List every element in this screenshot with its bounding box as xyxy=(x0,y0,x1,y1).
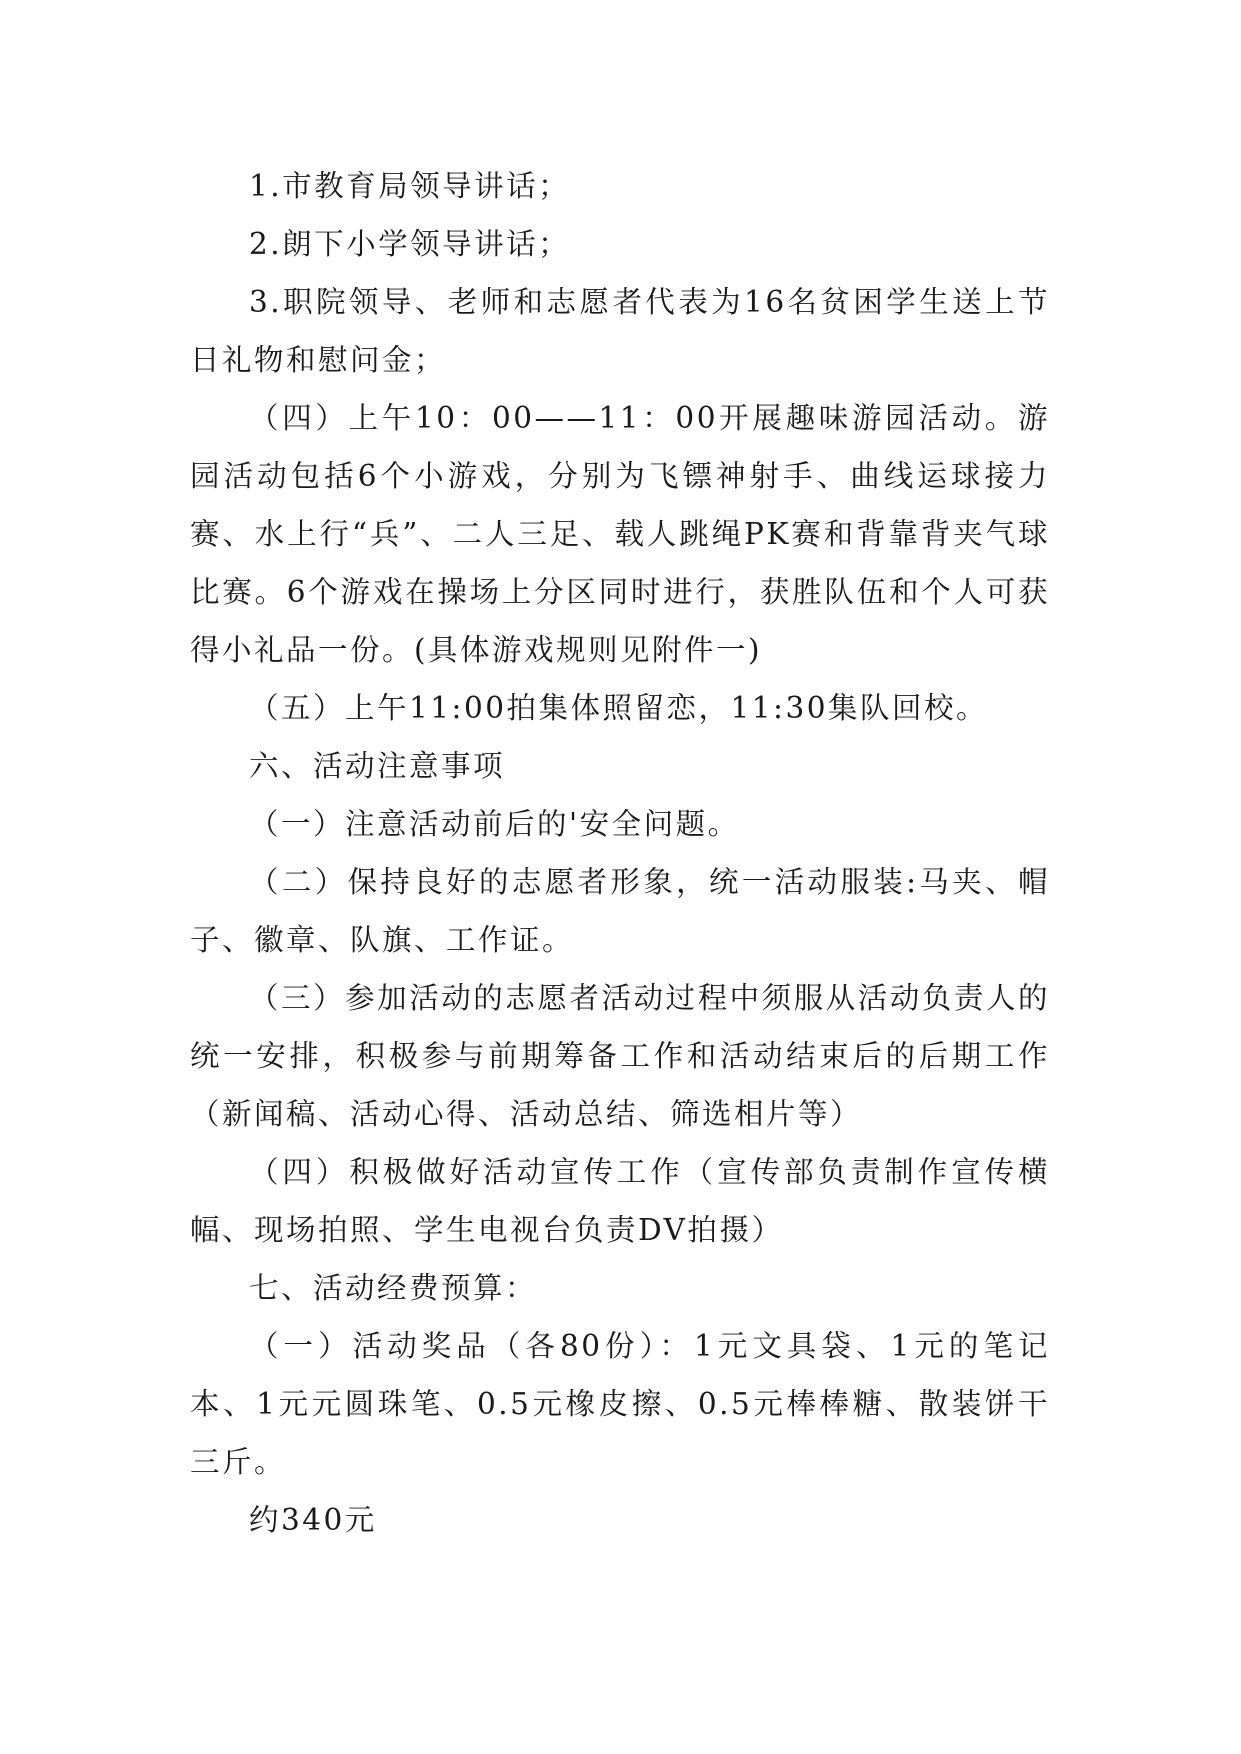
speech-item-1: 1.市教育局领导讲话； xyxy=(249,169,571,203)
document-body xyxy=(190,157,1050,1549)
note-1-safety: （一）注意活动前后的'安全问题。 xyxy=(249,807,740,841)
budget-1-prizes: （一）活动奖品（各80份）：1元文具袋、1元的笔记本、1元元圆珠笔、0.5元橡皮擦、0.5元棒棒糖、散装饼干三斤。 xyxy=(190,1329,1050,1479)
heading-notes: 六、活动注意事项 xyxy=(249,749,506,783)
speech-item-2: 2.朗下小学领导讲话； xyxy=(249,227,571,261)
note-4-publicity: （四）积极做好活动宣传工作（宣传部负责制作宣传横幅、现场拍照、学生电视台负责DV拍摄） xyxy=(190,1155,1050,1247)
section-5-photo: （五）上午11:00拍集体照留恋，11:30集队回校。 xyxy=(249,691,989,725)
section-4-games: （四）上午10：00——11：00开展趣味游园活动。游园活动包括6个小游戏，分别为飞镖神射手、曲线运球接力赛、水上行“兵”、二人三足、载人跳绳PK赛和背靠背夹气球比赛。6个游戏在操场上分区同时进行，获胜队伍和个人可获得小礼品一份。(具体游戏规则见附件一) xyxy=(190,401,1050,667)
speech-item-3: 3.职院领导、老师和志愿者代表为16名贫困学生送上节日礼物和慰问金； xyxy=(190,285,1050,377)
note-3-obey: （三）参加活动的志愿者活动过程中须服从活动负责人的统一安排，积极参与前期筹备工作和活动结束后的后期工作（新闻稿、活动心得、活动总结、筛选相片等） xyxy=(190,981,1050,1131)
budget-total: 约340元 xyxy=(249,1503,377,1537)
heading-budget: 七、活动经费预算： xyxy=(249,1271,538,1305)
note-2-image: （二）保持良好的志愿者形象，统一活动服装:马夹、帽子、徽章、队旗、工作证。 xyxy=(190,865,1050,957)
